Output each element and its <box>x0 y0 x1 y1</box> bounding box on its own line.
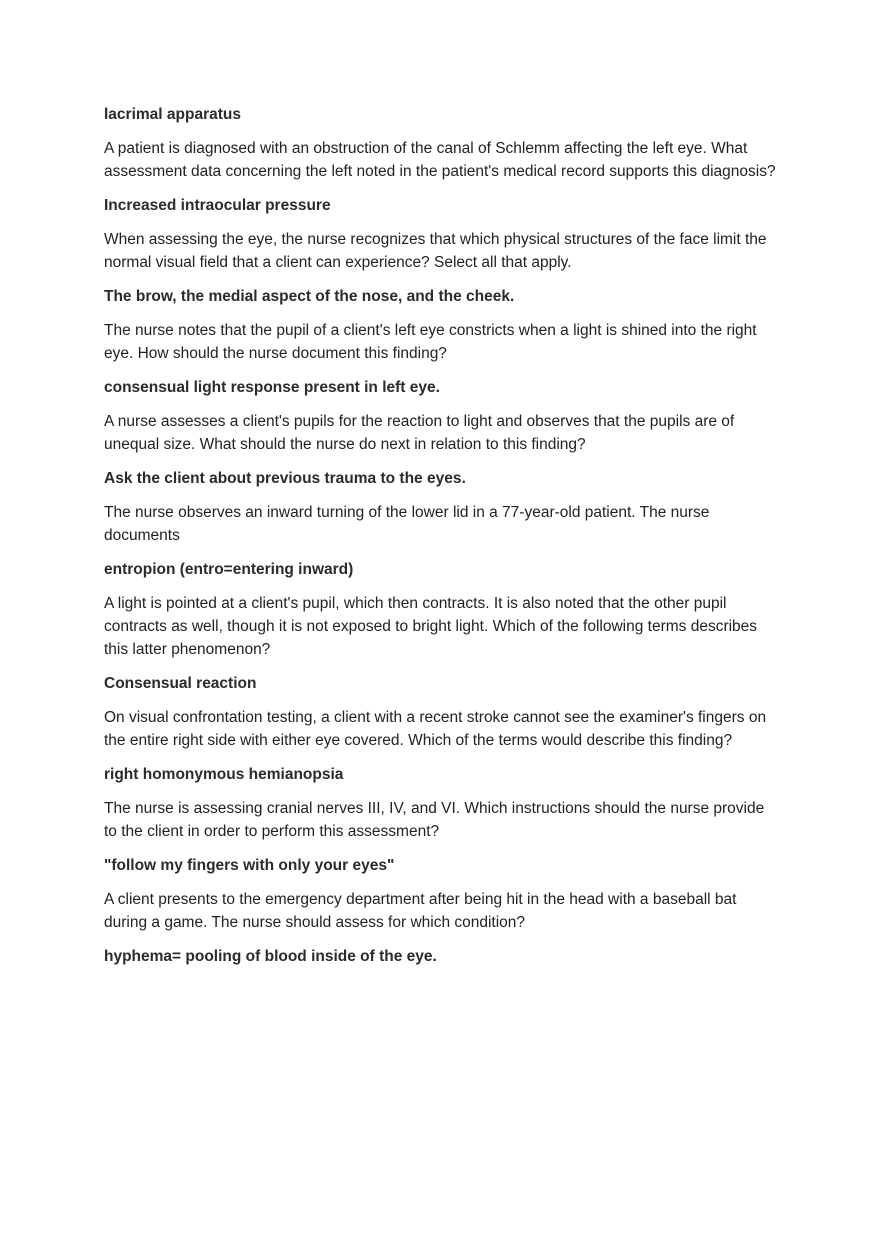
question-text: A client presents to the emergency department after being hit in the head with a baseball bat during a game. The nurse should assess for which condition? <box>104 891 737 931</box>
answer-text: Increased intraocular pressure <box>104 197 331 214</box>
answer-text: lacrimal apparatus <box>104 106 241 123</box>
question-text: A nurse assesses a client's pupils for the reaction to light and observes that the pupils are of unequal size. What should the nurse do next in relation to this finding? <box>104 413 735 453</box>
question-text: When assessing the eye, the nurse recognizes that which physical structures of the face limit the normal visual field that a client can experience? Select all that apply. <box>104 231 767 271</box>
answer-text: hyphema= pooling of blood inside of the eye. <box>104 948 437 965</box>
question-text: The nurse is assessing cranial nerves III, IV, and VI. Which instructions should the nurse provide to the client in order to perform this assessment? <box>104 800 765 840</box>
answer-text: consensual light response present in left eye. <box>104 379 440 396</box>
question-text: A light is pointed at a client's pupil, which then contracts. It is also noted that the other pupil contracts as well, though it is not exposed to bright light. Which of the following terms describes this latter phenomenon? <box>104 595 758 658</box>
answer-text: The brow, the medial aspect of the nose, and the cheek. <box>104 288 515 305</box>
question-text: A patient is diagnosed with an obstruction of the canal of Schlemm affecting the left eye. What assessment data concerning the left noted in the patient's medical record supports this diagnosis? <box>104 140 776 180</box>
question-text: The nurse observes an inward turning of the lower lid in a 77-year-old patient. The nurse documents <box>104 504 710 544</box>
answer-text: entropion (entro=entering inward) <box>104 561 354 578</box>
document-page <box>104 103 776 979</box>
answer-text: right homonymous hemianopsia <box>104 766 344 783</box>
answer-text: Consensual reaction <box>104 675 257 692</box>
answer-text: "follow my fingers with only your eyes" <box>104 857 395 874</box>
question-text: On visual confrontation testing, a client with a recent stroke cannot see the examiner's fingers on the entire right side with either eye covered. Which of the terms would describe this finding? <box>104 709 767 749</box>
question-text: The nurse notes that the pupil of a client's left eye constricts when a light is shined into the right eye. How should the nurse document this finding? <box>104 322 757 362</box>
answer-text: Ask the client about previous trauma to the eyes. <box>104 470 466 487</box>
